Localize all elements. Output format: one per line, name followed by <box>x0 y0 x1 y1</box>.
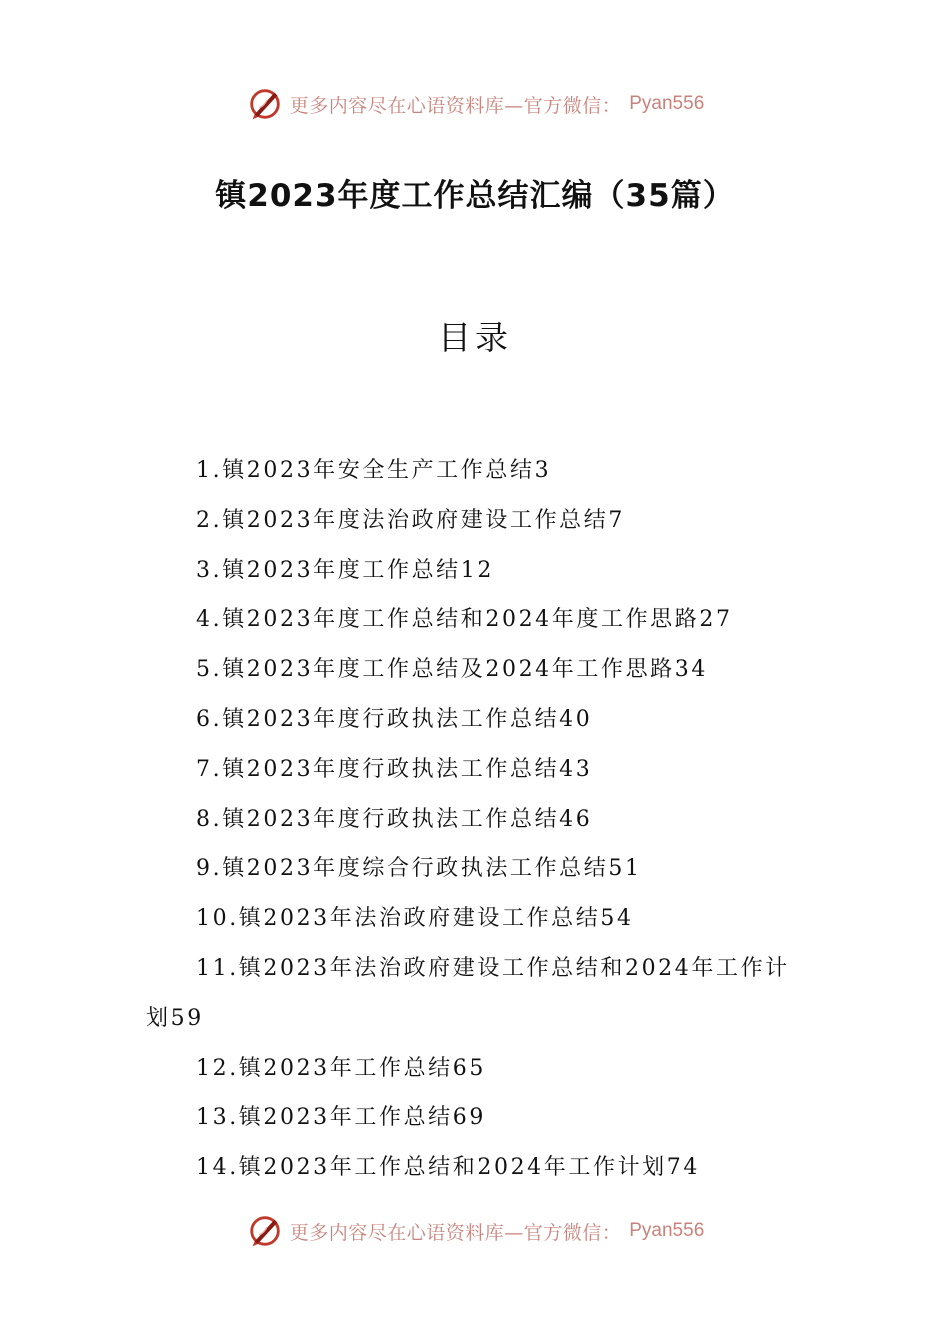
toc-item[interactable]: 6.镇2023年度行政执法工作总结40 <box>196 706 593 732</box>
toc-item[interactable]: 10.镇2023年法治政府建设工作总结54 <box>196 906 634 932</box>
watermark-text: 更多内容尽在心语资料库—官方微信： <box>289 1221 622 1244</box>
document-title: 镇2023年度工作总结汇编（35篇） <box>215 178 735 214</box>
toc-item[interactable]: 1.镇2023年安全生产工作总结3 <box>196 458 552 483</box>
watermark-account: Pyan556 <box>629 93 705 114</box>
toc-item[interactable]: 11.镇2023年法治政府建设工作总结和2024年工作计划59 <box>146 955 790 1031</box>
table-of-contents <box>0 446 950 1193</box>
footer-watermark <box>0 1211 950 1251</box>
watermark-text: 更多内容尽在心语资料库—官方微信： <box>289 94 622 117</box>
pen-circle-logo-icon <box>246 85 284 123</box>
toc-item[interactable]: 13.镇2023年工作总结69 <box>196 1105 486 1131</box>
pen-circle-logo-icon <box>246 1212 284 1250</box>
toc-item[interactable]: 12.镇2023年工作总结65 <box>196 1055 486 1081</box>
toc-item[interactable]: 9.镇2023年度综合行政执法工作总结51 <box>196 856 642 882</box>
header-watermark <box>0 84 950 124</box>
toc-item[interactable]: 4.镇2023年度工作总结和2024年度工作思路27 <box>196 607 733 633</box>
toc-item[interactable]: 8.镇2023年度行政执法工作总结46 <box>196 806 593 832</box>
toc-heading: 目录 <box>438 318 512 357</box>
watermark-account: Pyan556 <box>629 1220 705 1241</box>
toc-item[interactable]: 2.镇2023年度法治政府建设工作总结7 <box>196 507 625 533</box>
toc-item[interactable]: 3.镇2023年度工作总结12 <box>196 557 494 583</box>
toc-item[interactable]: 14.镇2023年工作总结和2024年工作计划74 <box>196 1155 700 1181</box>
toc-item[interactable]: 7.镇2023年度行政执法工作总结43 <box>196 756 593 782</box>
toc-item[interactable]: 5.镇2023年度工作总结及2024年工作思路34 <box>196 657 708 683</box>
